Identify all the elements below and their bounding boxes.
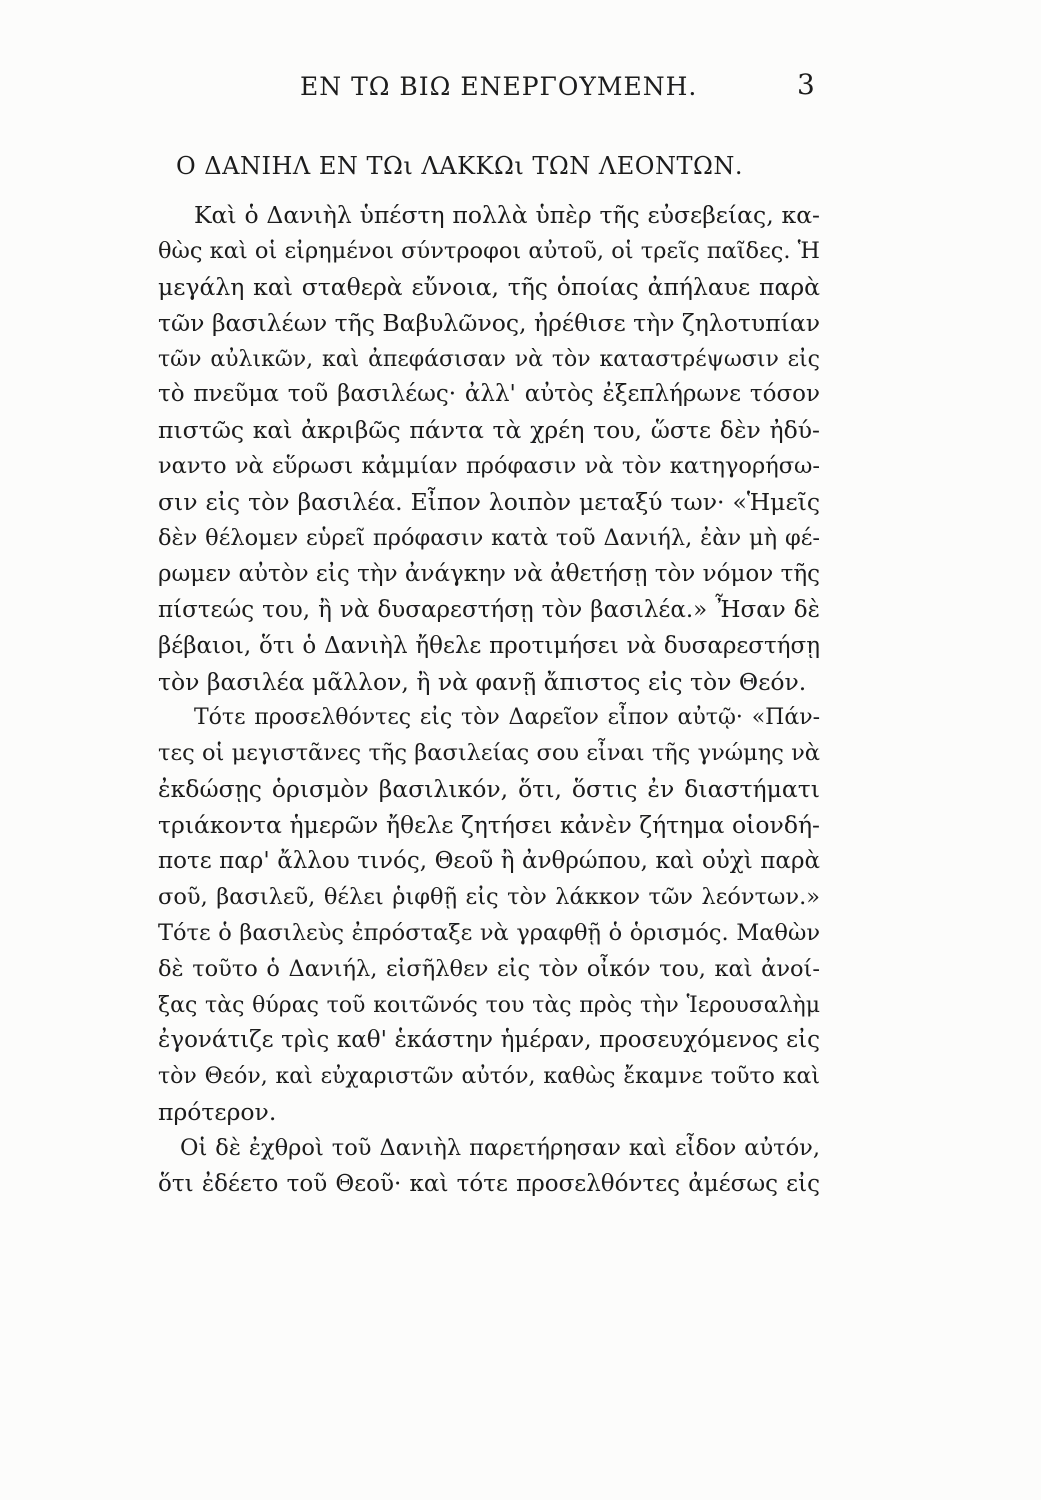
- text-line: ὅτι ἐδέετο τοῦ Θεοῦ· καὶ τότε προσελθόντες ἀμέσως εἰς: [158, 1171, 820, 1198]
- text-line: τες οἱ μεγιστᾶνες τῆς βασιλείας σου εἶναι τῆς γνώμης νὰ: [158, 740, 820, 767]
- text-line: Τότε προσελθόντες εἰς τὸν Δαρεῖον εἶπον αὐτῷ· «Πάν-: [194, 705, 820, 731]
- text-line: Τότε ὁ βασιλεὺς ἐπρόσταξε νὰ γραφθῇ ὁ ὁρισμός. Μαθὼν: [158, 919, 820, 946]
- text-line: ἐκδώσῃς ὁρισμὸν βασιλικόν, ὅτι, ὅστις ἐν διαστήματι: [158, 775, 820, 804]
- text-line: Οἱ δὲ ἐχθροὶ τοῦ Δανιὴλ παρετήρησαν καὶ εἶδον αὐτόν,: [180, 1135, 820, 1162]
- text-line: πιστῶς καὶ ἀκριβῶς πάντα τὰ χρέη του, ὥστε δὲν ἠδύ-: [158, 416, 820, 445]
- text-line: ρωμεν αὐτὸν εἰς τὴν ἀνάγκην νὰ ἀθετήσῃ τὸν νόμον τῆς: [158, 560, 820, 587]
- text-line: τὸν Θεόν, καὶ εὐχαριστῶν αὐτόν, καθὼς ἔκαμνε τοῦτο καὶ: [158, 1064, 820, 1090]
- text-line: τὸ πνεῦμα τοῦ βασιλέως· ἀλλ' αὐτὸς ἐξεπλήρωνε τόσον: [158, 381, 820, 408]
- text-line: δὲν θέλομεν εὑρεῖ πρόφασιν κατὰ τοῦ Δανιήλ, ἐὰν μὴ φέ-: [158, 525, 820, 552]
- text-line: δὲ τοῦτο ὁ Δανιήλ, εἰσῆλθεν εἰς τὸν οἶκόν του, καὶ ἀνοί-: [158, 955, 820, 982]
- text-line: πίστεώς του, ἢ νὰ δυσαρεστήσῃ τὸν βασιλέα.» Ἦσαν δὲ: [158, 596, 820, 623]
- text-line: τὸν βασιλέα μᾶλλον, ἢ νὰ φανῇ ἄπιστος εἰς τὸν Θεόν.: [158, 667, 807, 696]
- running-head: ΕΝ ΤΩ ΒΙΩ ΕΝΕΡΓΟΥΜΕΝΗ.: [300, 72, 698, 101]
- text-line: σοῦ, βασιλεῦ, θέλει ῥιφθῇ εἰς τὸν λάκκον τῶν λεόντων.»: [158, 883, 820, 910]
- text-line: τῶν αὐλικῶν, καὶ ἀπεφάσισαν νὰ τὸν καταστρέψωσιν εἰς: [158, 346, 820, 372]
- text-line: βέβαιοι, ὅτι ὁ Δανιὴλ ἤθελε προτιμήσει νὰ δυσαρεστήσῃ: [158, 632, 820, 659]
- text-line: τριάκοντα ἡμερῶν ἤθελε ζητήσει κἀνὲν ζήτημα οἱονδή-: [158, 811, 820, 840]
- text-line: τῶν βασιλέων τῆς Βαβυλῶνος, ἠρέθισε τὴν ζηλοτυπίαν: [158, 308, 820, 337]
- page-number: 3: [797, 68, 815, 101]
- text-line: ἐγονάτιζε τρὶς καθ' ἑκάστην ἡμέραν, προσευχόμενος εἰς: [158, 1027, 820, 1054]
- text-line: ποτε παρ' ἄλλου τινός, Θεοῦ ἢ ἀνθρώπου, καὶ οὐχὶ παρὰ: [158, 848, 820, 875]
- text-line: σιν εἰς τὸν βασιλέα. Εἶπον λοιπὸν μεταξύ των· «Ἡμεῖς: [158, 488, 820, 517]
- text-line: μεγάλη καὶ σταθερὰ εὔνοια, τῆς ὁποίας ἀπήλαυε παρὰ: [158, 272, 820, 301]
- body-text: [158, 198, 820, 1203]
- text-line: ξας τὰς θύρας τοῦ κοιτῶνός του τὰς πρὸς τὴν Ἱερουσαλὴμ: [158, 992, 820, 1018]
- text-line: ναντο νὰ εὕρωσι κἀμμίαν πρόφασιν νὰ τὸν κατηγορήσω-: [158, 453, 820, 480]
- text-line: πρότερον.: [158, 1098, 277, 1127]
- text-line: Καὶ ὁ Δανιὴλ ὑπέστη πολλὰ ὑπὲρ τῆς εὐσεβείας, κα-: [194, 201, 820, 229]
- text-line: θὼς καὶ οἱ εἰρημένοι σύντροφοι αὐτοῦ, οἱ τρεῖς παῖδες. Ἡ: [158, 237, 820, 264]
- section-title: Ο ΔΑΝΙΗΛ ΕΝ ΤΩι ΛΑΚΚΩι ΤΩΝ ΛΕΟΝΤΩΝ.: [176, 152, 743, 180]
